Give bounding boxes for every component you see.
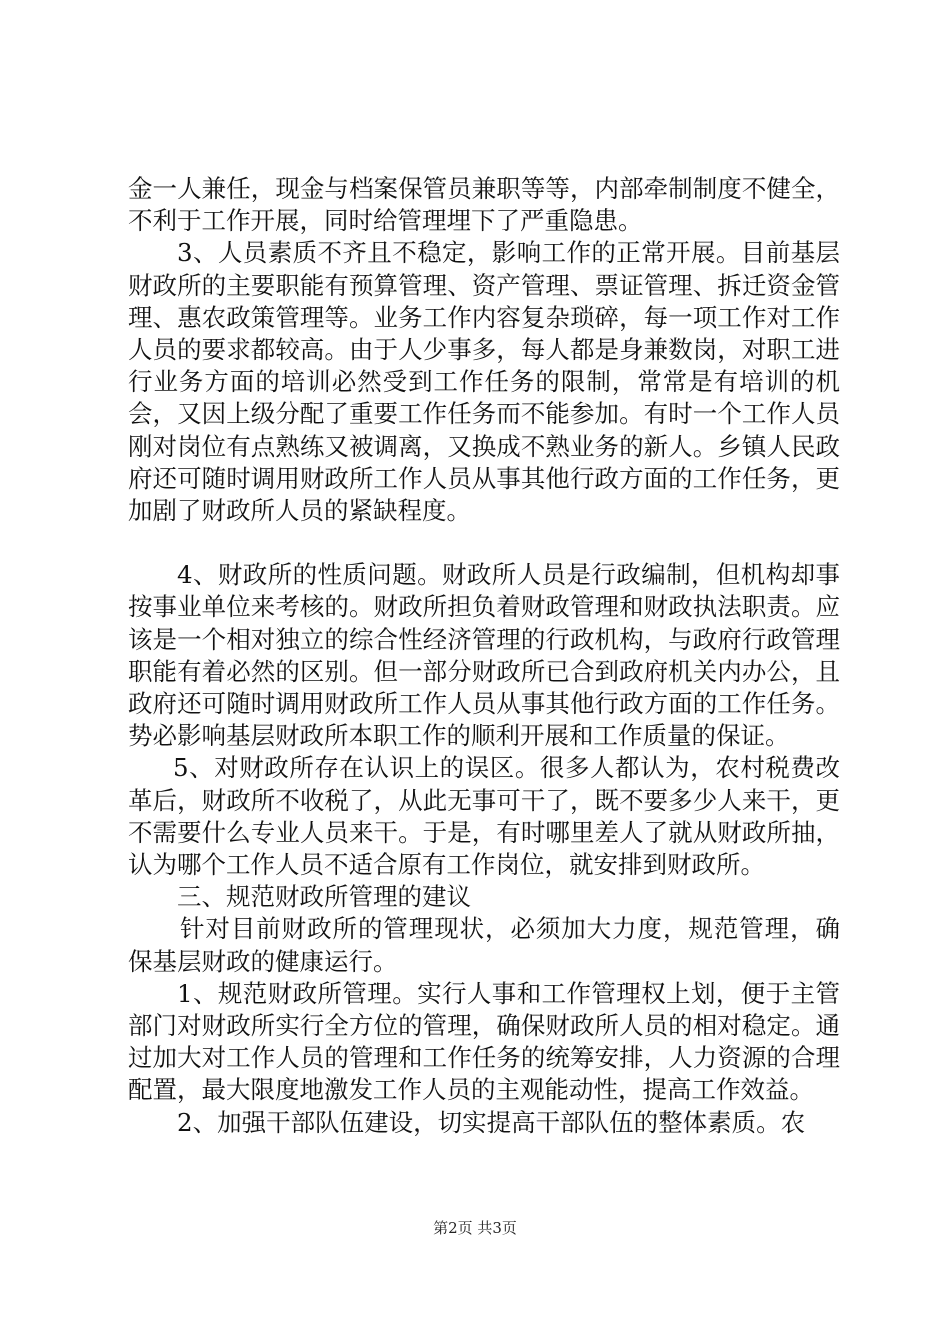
paragraph-point-5: 5、对财政所存在认识上的误区。很多人都认为，农村税费改革后，财政所不收税了，从此无事可干了，既不要多少人来干，更不需要什么专业人员来干。于是，有时哪里差人了就从财政所抽，认为哪个工作人员不适合原有工作岗位，就安排到财政所。 [128,753,840,880]
paragraph-point-3: 3、人员素质不齐且不稳定，影响工作的正常开展。目前基层财政所的主要职能有预算管理、资产管理、票证管理、拆迁资金管理、惠农政策管理等。业务工作内容复杂琐碎，每一项工作对工作人员的要求都较高。由于人少事多，每人都是身兼数岗，对职工进行业务方面的培训必然受到工作任务的限制，常常是有培训的机会，又因上级分配了重要工作任务而不能参加。有时一个工作人员刚对岗位有点熟练又被调离，又换成不熟业务的新人。乡镇人民政府还可随时调用财政所工作人员从事其他行政方面的工作任务，更加剧了财政所人员的紧缺程度。 [128,238,840,526]
paragraph-suggestion-1: 1、规范财政所管理。实行人事和工作管理权上划，便于主管部门对财政所实行全方位的管理，确保财政所人员的相对稳定。通过加大对工作人员的管理和工作任务的统筹安排，人力资源的合理配置，最大限度地激发工作人员的主观能动性，提高工作效益。 [128,978,840,1105]
paragraph-continuation: 金一人兼任，现金与档案保管员兼职等等，内部牵制制度不健全，不利于工作开展，同时给管理埋下了严重隐患。 [128,174,840,236]
paragraph-point-4: 4、财政所的性质问题。财政所人员是行政编制，但机构却事按事业单位来考核的。财政所担负着财政管理和财政执法职责。应该是一个相对独立的综合性经济管理的行政机构，与政府行政管理职能有着必然的区别。但一部分财政所已合到政府机关内办公，且政府还可随时调用财政所工作人员从事其他行政方面的工作任务。势必影响基层财政所本职工作的顺利开展和工作质量的保证。 [128,560,840,751]
section-heading-suggestions: 三、规范财政所管理的建议 [177,882,471,912]
page-number-footer: 第2页 共3页 [433,1219,517,1237]
paragraph-gap [128,527,840,559]
document-body [128,173,840,1139]
paragraph-intro-suggestions: 针对目前财政所的管理现状，必须加大力度，规范管理，确保基层财政的健康运行。 [128,914,840,976]
paragraph-suggestion-2: 2、加强干部队伍建设，切实提高干部队伍的整体素质。农 [177,1107,806,1137]
